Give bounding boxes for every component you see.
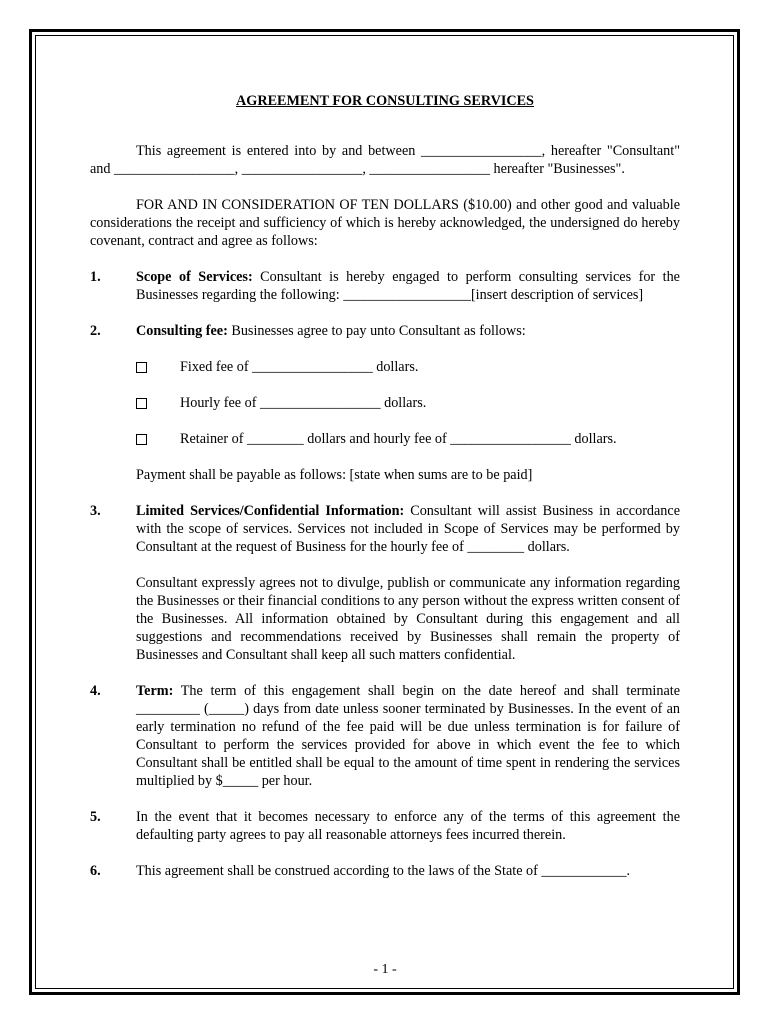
consideration-paragraph: FOR AND IN CONSIDERATION OF TEN DOLLARS ($10.00) and other good and valuable considerations the receipt and sufficiency of which is hereby acknowledged, the undersigned do hereby covenant, contract and agree as follows: [90, 197, 680, 249]
section-3 [90, 502, 680, 556]
confidentiality-paragraph: Consultant expressly agrees not to divulge, publish or communicate any information regarding the Businesses or their financial conditions to any person without the express written consent of the Businesses. All information obtained by Consultant during this engagement and all suggestions and recommendations received by Businesses shall remain the property of Businesses and Consultant shall keep all such matters confidential. [136, 575, 680, 663]
section-text: Businesses agree to pay unto Consultant as follows: [227, 323, 526, 339]
section-text: In the event that it becomes necessary to enforce any of the terms of this agreement the defaulting party agrees to pay all reasonable attorneys fees incurred therein. [136, 809, 680, 843]
section-4 [90, 682, 680, 790]
section-1 [90, 268, 680, 304]
checkbox[interactable] [136, 362, 147, 373]
section-text: Consultant is hereby engaged to perform consulting services for the Businesses regarding the following: __________________[insert description of services] [136, 269, 680, 303]
document-title: AGREEMENT FOR CONSULTING SERVICES [236, 93, 534, 109]
option-label: Hourly fee of _________________ dollars. [180, 395, 427, 411]
option-label: Fixed fee of _________________ dollars. [180, 359, 419, 375]
section-number: 3. [90, 503, 101, 519]
section-number: 2. [90, 323, 101, 339]
document-page [90, 92, 680, 880]
section-text: This agreement shall be construed according to the laws of the State of ____________. [136, 863, 631, 879]
section-number: 5. [90, 809, 101, 825]
payment-terms: Payment shall be payable as follows: [state when sums are to be paid] [136, 467, 533, 483]
section-heading: Limited Services/Confidential Information: [136, 503, 405, 519]
fee-option-fixed [136, 358, 680, 376]
section-text: Consultant will assist Business in accordance with the scope of services. Services not included in Scope of Services may be performed by Consultant at the request of Business for the hourly fee of ________ dollars. [136, 503, 680, 555]
option-label: Retainer of ________ dollars and hourly fee of _________________ dollars. [180, 431, 617, 447]
section-heading: Consulting fee: [136, 323, 228, 339]
fee-option-hourly [136, 394, 680, 412]
intro-paragraph: This agreement is entered into by and between _________________, hereafter "Consultant" and _________________, _________________, _________________ hereafter "Businesses". [90, 143, 680, 177]
section-2 [90, 322, 680, 340]
section-number: 6. [90, 863, 101, 879]
section-6 [90, 862, 680, 880]
section-heading: Term: [136, 683, 174, 699]
section-number: 1. [90, 269, 101, 285]
page-number: - 1 - [373, 962, 397, 977]
section-5 [90, 808, 680, 844]
section-heading: Scope of Services: [136, 269, 253, 285]
fee-option-retainer [136, 430, 680, 448]
checkbox[interactable] [136, 398, 147, 409]
section-number: 4. [90, 683, 101, 699]
checkbox[interactable] [136, 434, 147, 445]
section-text: The term of this engagement shall begin on the date hereof and shall terminate _________ (_____) days from date unless sooner terminated by Businesses. In the event of an early termination no refund of the fee paid will be due unless termination is for failure of Consultant to perform the services provided for above in which event the fee to which Consultant shall be entitled shall be equal to the amount of time spent in rendering the services multiplied by $_____ per hour. [136, 683, 680, 789]
